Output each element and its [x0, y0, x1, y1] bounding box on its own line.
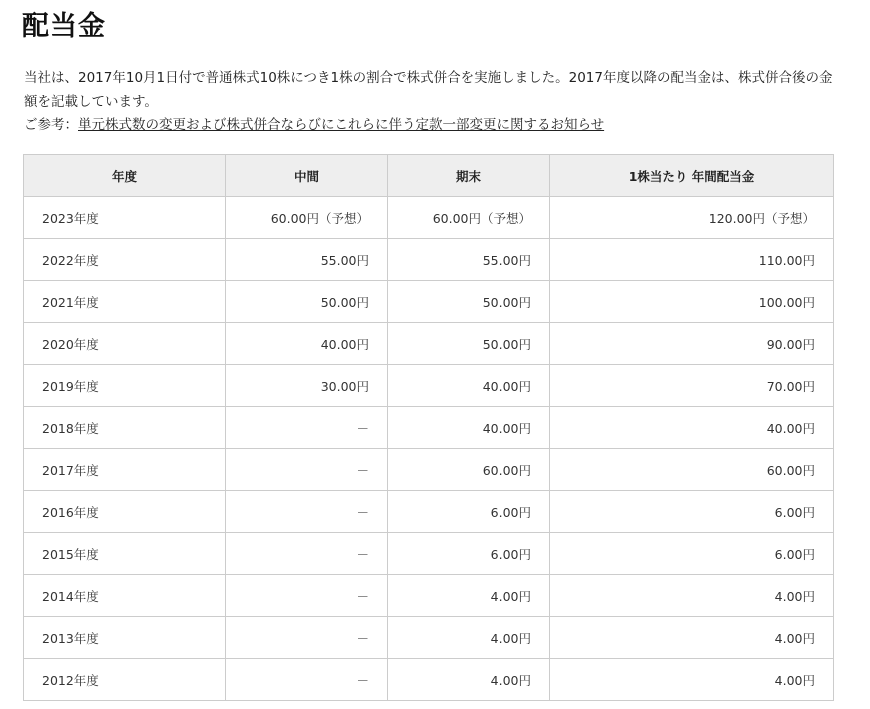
table-row: [24, 239, 834, 281]
cell-annual: 4.00円: [550, 617, 834, 659]
cell-interim: －: [226, 659, 388, 701]
intro-text: [24, 67, 839, 138]
cell-yearend: 6.00円: [388, 491, 550, 533]
dividend-table: [23, 154, 834, 701]
cell-annual: 100.00円: [550, 281, 834, 323]
table-row: [24, 323, 834, 365]
header-annual-dividend: 1株当たり 年間配当金: [550, 155, 834, 197]
table-row: [24, 197, 834, 239]
cell-interim: －: [226, 617, 388, 659]
cell-yearend: 40.00円: [388, 407, 550, 449]
cell-interim: 60.00円（予想）: [226, 197, 388, 239]
cell-year: 2017年度: [24, 449, 226, 491]
table-row: [24, 491, 834, 533]
cell-annual: 120.00円（予想）: [550, 197, 834, 239]
cell-year: 2023年度: [24, 197, 226, 239]
cell-yearend: 4.00円: [388, 617, 550, 659]
cell-yearend: 60.00円: [388, 449, 550, 491]
table-row: [24, 407, 834, 449]
cell-interim: －: [226, 575, 388, 617]
cell-annual: 110.00円: [550, 239, 834, 281]
cell-yearend: 4.00円: [388, 575, 550, 617]
cell-year: 2012年度: [24, 659, 226, 701]
table-row: [24, 449, 834, 491]
table-row: [24, 281, 834, 323]
cell-interim: －: [226, 407, 388, 449]
cell-year: 2013年度: [24, 617, 226, 659]
cell-interim: 30.00円: [226, 365, 388, 407]
cell-year: 2022年度: [24, 239, 226, 281]
table-row: [24, 617, 834, 659]
cell-annual: 4.00円: [550, 659, 834, 701]
header-yearend: 期末: [388, 155, 550, 197]
header-year: 年度: [24, 155, 226, 197]
intro-paragraph: 当社は、2017年10月1日付で普通株式10株につき1株の割合で株式併合を実施しました。2017年度以降の配当金は、株式併合後の金額を記載しています。: [24, 70, 833, 110]
cell-yearend: 4.00円: [388, 659, 550, 701]
cell-year: 2019年度: [24, 365, 226, 407]
cell-annual: 4.00円: [550, 575, 834, 617]
cell-year: 2021年度: [24, 281, 226, 323]
reference-prefix: ご参考：: [24, 117, 78, 133]
header-interim: 中間: [226, 155, 388, 197]
table-row: [24, 533, 834, 575]
cell-annual: 6.00円: [550, 533, 834, 575]
cell-annual: 70.00円: [550, 365, 834, 407]
cell-yearend: 6.00円: [388, 533, 550, 575]
table-header-row: [24, 155, 834, 197]
cell-yearend: 60.00円（予想）: [388, 197, 550, 239]
table-row: [24, 659, 834, 701]
cell-year: 2016年度: [24, 491, 226, 533]
cell-annual: 6.00円: [550, 491, 834, 533]
cell-year: 2015年度: [24, 533, 226, 575]
table-row: [24, 575, 834, 617]
cell-yearend: 50.00円: [388, 323, 550, 365]
reference-link[interactable]: 単元株式数の変更および株式併合ならびにこれらに伴う定款一部変更に関するお知らせ: [78, 117, 605, 133]
cell-year: 2014年度: [24, 575, 226, 617]
cell-yearend: 55.00円: [388, 239, 550, 281]
cell-interim: －: [226, 533, 388, 575]
cell-interim: 50.00円: [226, 281, 388, 323]
cell-interim: －: [226, 491, 388, 533]
cell-yearend: 50.00円: [388, 281, 550, 323]
cell-interim: 40.00円: [226, 323, 388, 365]
cell-interim: 55.00円: [226, 239, 388, 281]
cell-yearend: 40.00円: [388, 365, 550, 407]
cell-annual: 40.00円: [550, 407, 834, 449]
cell-year: 2018年度: [24, 407, 226, 449]
reference-line: [24, 114, 839, 138]
cell-annual: 60.00円: [550, 449, 834, 491]
table-row: [24, 365, 834, 407]
page-title: 配当金: [22, 11, 106, 42]
cell-year: 2020年度: [24, 323, 226, 365]
cell-annual: 90.00円: [550, 323, 834, 365]
cell-interim: －: [226, 449, 388, 491]
